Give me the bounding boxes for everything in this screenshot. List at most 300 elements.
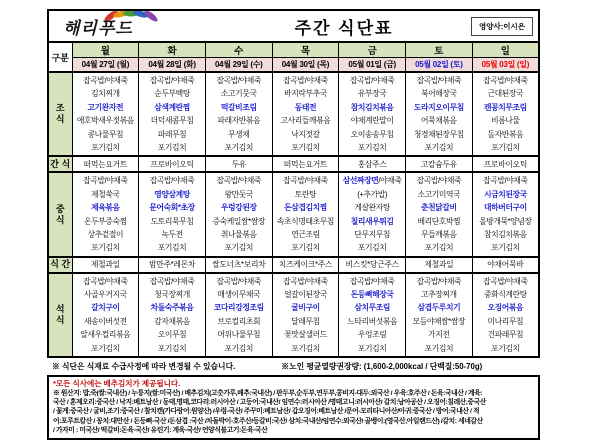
dish-name: 포기김치	[357, 343, 387, 353]
dish-name: 포기김치	[224, 243, 254, 253]
menu-item	[73, 275, 139, 288]
meal-cell	[72, 273, 139, 357]
dish-name: 영양삼계탕	[154, 189, 190, 199]
menu-item	[73, 241, 139, 254]
dish-name: 포기김치	[157, 343, 187, 353]
dish-suffix: /야채죽	[378, 176, 402, 186]
meal-cell	[339, 273, 406, 357]
menu-item	[206, 241, 272, 254]
meal-cell	[339, 72, 406, 156]
dish-name: 중화식계란탕	[483, 290, 527, 300]
dish-name: 코다리강정조림	[213, 303, 264, 313]
menu-item	[139, 301, 205, 314]
menu-item	[473, 241, 538, 254]
menu-item	[473, 87, 538, 100]
menu-item	[273, 241, 339, 254]
menu-item	[206, 87, 272, 100]
menu-item	[273, 174, 339, 187]
menu-item	[206, 228, 272, 241]
dish-name: 더덕새콤무침	[150, 116, 194, 126]
dish-name: 포기김치	[357, 142, 387, 152]
menu-item	[473, 201, 538, 214]
meal-cell	[139, 273, 206, 357]
menu-item	[206, 114, 272, 127]
menu-item	[139, 114, 205, 127]
dish-name: 야채계란말이	[350, 116, 394, 126]
menu-item	[273, 188, 339, 201]
menu-item	[73, 301, 139, 314]
dish-name: 왕만둣국	[224, 189, 254, 199]
menu-item	[473, 315, 538, 328]
dish-name: 잡곡밥/야채죽	[349, 76, 395, 85]
dish-name: 포기김치	[291, 243, 320, 253]
section-label: 석 식	[48, 273, 72, 357]
menu-item	[139, 275, 205, 288]
origin-box	[47, 375, 540, 440]
dish-name: 포기김치	[224, 142, 254, 152]
meal-cell	[72, 172, 139, 256]
menu-item	[406, 288, 472, 301]
menu-item	[339, 141, 405, 154]
date-cell: 04월 27일 (월)	[72, 58, 139, 73]
dish-name: 포기김치	[424, 343, 454, 353]
dish-name: 삼색계란찜	[154, 102, 190, 112]
dish-name: 모듬야채쌈*쌈장	[412, 316, 466, 326]
date-cell: 05월 02일 (토)	[406, 58, 473, 73]
logo-text: 해리푸드	[63, 18, 133, 38]
dish-name: 비름나물	[491, 116, 520, 126]
dish-name: 포기김치	[157, 142, 187, 152]
corner-label: 구분	[48, 42, 72, 72]
menu-item	[206, 188, 272, 201]
dish-name: 잡곡밥/야채죽	[416, 76, 462, 85]
dish-name: 시금치된장국	[483, 189, 527, 199]
menu-item	[473, 74, 538, 87]
meal-cell	[339, 172, 406, 256]
dish-name: 고사리들깨볶음	[280, 116, 331, 126]
menu-item	[206, 275, 272, 288]
dish-name: 유부장국	[357, 89, 387, 99]
section-row-snack	[48, 257, 539, 273]
menu-item	[339, 228, 405, 241]
menu-item	[339, 241, 405, 254]
menu-item	[339, 128, 405, 141]
menu-table	[47, 9, 540, 358]
date-cell: 05월 01일 (금)	[339, 58, 406, 73]
menu-sheet	[47, 9, 540, 440]
snack-cell: 밤만주*레몬차	[139, 257, 206, 273]
dish-name: 바지락부추국	[284, 89, 327, 99]
day-header: 토	[406, 42, 473, 58]
menu-item	[206, 315, 272, 328]
origin-line: / 꽃게:중국산 / 굴비,조기:중국산 / 참치캔(가다랑어:원양산) /우렁-국산/ 주꾸미:베트남산/ 갑오징어:베트남산 /문어-모리타니아산/아귀:중국산 / 방어:국내산 / 적	[53, 408, 480, 416]
dish-name: 베리단호박찜	[417, 216, 461, 226]
dish-name: 고기완자전	[87, 102, 124, 112]
menu-item	[339, 101, 405, 114]
dish-name: 매생이무채국	[217, 290, 261, 300]
meal-cell	[205, 172, 272, 256]
meal-cell	[205, 72, 272, 156]
meal-cell	[406, 273, 473, 357]
dish-name: 포기김치	[424, 142, 454, 152]
dish-name: 녹두전	[161, 229, 183, 239]
day-header: 금	[339, 42, 406, 58]
menu-item	[73, 342, 139, 355]
menu-item	[406, 174, 472, 187]
menu-item	[206, 215, 272, 228]
menu-item	[273, 301, 339, 314]
dish-name: 돈등뼈해장국	[350, 290, 394, 300]
menu-item	[406, 301, 472, 314]
dish-name: 도라지오이무침	[413, 102, 464, 112]
dish-name: 오이송송무침	[350, 129, 394, 139]
menu-item	[206, 342, 272, 355]
meal-cell	[406, 72, 473, 156]
menu-item	[339, 288, 405, 301]
menu-item	[73, 201, 139, 214]
header-band	[49, 11, 538, 41]
dish-name: 고추장찌개	[421, 290, 457, 300]
menu-item	[139, 87, 205, 100]
meal-cell	[139, 172, 206, 256]
meal-cell	[272, 172, 339, 256]
dish-name: 토란탕	[294, 189, 317, 199]
dish-name: 잡곡밥/야채죽	[83, 176, 128, 186]
menu-item	[473, 288, 538, 301]
menu-item	[206, 301, 272, 314]
dish-name: 증숙케일쌈*쌈장	[212, 216, 266, 226]
dish-name: 포기김치	[91, 243, 120, 253]
snack-cell: 비스킷*당근주스	[339, 257, 406, 273]
dish-name: 취나물볶음	[220, 229, 257, 239]
menu-item	[206, 141, 272, 154]
dish-name: 포기김치	[491, 243, 520, 253]
dish-name: 포기김치	[291, 142, 320, 152]
dish-name: 청경채된장무침	[413, 129, 464, 139]
menu-item	[206, 128, 272, 141]
dish-name: 파래자반볶음	[217, 116, 261, 126]
menu-item	[473, 228, 538, 241]
menu-item	[206, 328, 272, 341]
dish-name: 잡곡밥/야채죽	[216, 276, 262, 286]
menu-item	[73, 87, 139, 100]
menu-item	[139, 315, 205, 328]
dish-name: 삼겹두루치기	[417, 303, 461, 313]
snack-cell: 프로바이오틱	[472, 156, 539, 172]
dish-name: 얼갈이된장국	[284, 290, 327, 300]
dish-name: 칠리새우튀김	[350, 216, 394, 226]
dish-name: 도토리묵무침	[150, 216, 194, 226]
menu-item	[473, 301, 538, 314]
dish-name: 연근조림	[291, 229, 320, 239]
dish-name: 소고기뭇국	[220, 89, 257, 99]
menu-item	[273, 328, 339, 341]
menu-item	[406, 275, 472, 288]
menu-item	[139, 288, 205, 301]
dish-name: 잡곡밥/야채죽	[216, 176, 262, 186]
menu-item	[206, 201, 272, 214]
menu-item	[339, 342, 405, 355]
menu-item	[73, 315, 139, 328]
snack-cell: 홍삼주스	[339, 156, 406, 172]
dish-name: 김치찌개	[91, 89, 120, 99]
title-band-cell	[48, 10, 539, 42]
dish-name: 무들깨볶음	[421, 229, 457, 239]
snack-cell: 고칼슘두유	[406, 156, 473, 172]
menu-item	[473, 342, 538, 355]
dish-name: 청국장찌개	[154, 290, 190, 300]
dish-name: 참치김치볶음	[350, 102, 394, 112]
dish-name: 잡곡밥/야채죽	[283, 176, 328, 186]
menu-item	[273, 275, 339, 288]
menu-item	[139, 141, 205, 154]
date-cell: 05월 03일 (일)	[472, 58, 539, 73]
menu-item	[73, 141, 139, 154]
menu-item	[406, 188, 472, 201]
dish-name: 오이무침	[157, 330, 187, 340]
snack-cell: 제철과일	[406, 257, 473, 273]
menu-item	[406, 101, 472, 114]
dish-name: 순두부백탕	[154, 89, 190, 99]
menu-item	[339, 328, 405, 341]
dish-name: 북어해장국	[421, 89, 457, 99]
day-header: 월	[72, 42, 139, 58]
menu-item	[339, 275, 405, 288]
menu-item	[273, 288, 339, 301]
meal-cell	[272, 72, 339, 156]
dish-name: 돌자반볶음	[487, 129, 524, 139]
menu-item	[339, 87, 405, 100]
dish-name: 꽃맛살샐러드	[284, 330, 327, 340]
date-cell: 04월 30일 (목)	[272, 58, 339, 73]
menu-item	[473, 174, 538, 187]
snack-cell: 제철과일	[72, 257, 139, 273]
menu-item	[73, 228, 139, 241]
dish-name: 잡곡밥/야채죽	[83, 76, 128, 85]
dish-name: 오징어볶음	[487, 303, 524, 313]
snack-cell: 치즈케이크*주스	[272, 257, 339, 273]
snack-cell: 야채어묵바	[472, 257, 539, 273]
menu-item	[406, 315, 472, 328]
dish-name: 우엉조림	[357, 330, 387, 340]
menu-item	[273, 342, 339, 355]
menu-item	[406, 241, 472, 254]
menu-item	[406, 141, 472, 154]
brand-logo	[49, 10, 217, 42]
menu-item	[273, 128, 339, 141]
dish-name: 잡곡밥/야채죽	[149, 276, 195, 286]
menu-item	[473, 215, 538, 228]
menu-item	[339, 188, 405, 201]
dish-name: 포기김치	[491, 142, 520, 152]
dish-name: 가지전	[428, 330, 450, 340]
dish-name: 갈치구이	[91, 303, 120, 313]
menu-item	[206, 174, 272, 187]
origin-line: / 가자미 : 미국산/ 떡갈비:돈육-국산/ 유린기: 계육-국산/ 언양식불고기:돈육-국산	[53, 426, 268, 434]
section-row-meal	[48, 72, 539, 156]
dish-name: 동태전	[294, 102, 317, 112]
date-cell: 04월 28일 (화)	[139, 58, 206, 73]
menu-item	[139, 241, 205, 254]
dish-name: 포기김치	[424, 243, 454, 253]
menu-item	[473, 275, 538, 288]
menu-item	[273, 201, 339, 214]
menu-item	[273, 315, 339, 328]
dish-name: 잡곡밥/야채죽	[483, 76, 528, 85]
menu-item	[273, 141, 339, 154]
menu-item	[406, 74, 472, 87]
dish-name: 온두부증숙찜	[83, 216, 127, 226]
page-title: 주간 식단표	[294, 18, 394, 38]
menu-item	[73, 188, 139, 201]
menu-item	[339, 215, 405, 228]
day-header: 일	[472, 42, 539, 58]
menu-item	[139, 215, 205, 228]
dish-name: 잡곡밥/야채죽	[216, 76, 262, 85]
dish-name: 건파래무침	[487, 330, 524, 340]
menu-item	[73, 288, 139, 301]
menu-item	[139, 328, 205, 341]
logo-graphic	[59, 10, 209, 38]
dish-name: 포기김치	[157, 243, 187, 253]
dish-name: 속초식명태초무침	[276, 216, 334, 226]
dish-name: 잡곡밥/야채죽	[483, 276, 528, 286]
dish-name: 알새우컬리볶음	[80, 330, 131, 340]
menu-item	[406, 328, 472, 341]
menu-item	[406, 201, 472, 214]
dish-name: 애호박새우젓볶음	[76, 116, 134, 126]
menu-item	[339, 201, 405, 214]
menu-item	[473, 141, 538, 154]
menu-item	[406, 215, 472, 228]
menu-item	[73, 174, 139, 187]
dish-name: 잡곡밥/야채죽	[83, 276, 128, 286]
dish-name: 참치김치볶음	[483, 229, 527, 239]
dish-name: 잡곡밥/야채죽	[483, 176, 528, 186]
dish-name: 잡곡밥/야채죽	[149, 176, 195, 186]
dish-name: 삼선짜장면	[342, 176, 379, 186]
day-header: 화	[139, 42, 206, 58]
dish-name: 단무지무침	[354, 229, 390, 239]
dish-name: 포기김치	[91, 142, 120, 152]
dish-name: 달래무침	[291, 316, 320, 326]
dish-name: 낙지젓갈	[291, 129, 320, 139]
dish-name: 포기김치	[224, 343, 254, 353]
menu-item	[273, 74, 339, 87]
meal-cell	[472, 72, 539, 156]
meal-cell	[272, 273, 339, 357]
day-header-row	[48, 42, 539, 58]
dietitian-badge: 영양사:이시은	[471, 17, 533, 36]
dish-name: 브로컬리초회	[217, 316, 261, 326]
snack-cell: 쌀도너츠*보리차	[205, 257, 272, 273]
section-label: 식 간	[48, 257, 72, 273]
menu-item	[473, 114, 538, 127]
menu-item	[139, 188, 205, 201]
dish-name: 캔꽁치무조림	[483, 102, 527, 112]
menu-item	[139, 342, 205, 355]
dish-name: 무생채	[228, 129, 250, 139]
dish-name: 문어숙회*초장	[149, 203, 195, 213]
snack-cell: 프로바이오틱	[139, 156, 206, 172]
origin-line: ※ 원산지: 밥,죽(쌀:국내산) / 누룽지(쌀:미국산) / 배추김치(고춧가루,배추:국내산) / 판두부,순두부,연두부,콩비지-대두:외국산 / 우육:호주산 / 돈육:국내산 / 계육:	[53, 390, 483, 398]
meal-cell	[72, 72, 139, 156]
meal-cell	[406, 172, 473, 256]
dish-name: 새송이버섯전	[83, 316, 127, 326]
dish-name: 잡곡밥/야채죽	[416, 276, 462, 286]
dish-name: 근대된장국	[487, 89, 524, 99]
change-note: ※ 식단은 식재료 수급사정에 따라 변경될 수 있습니다.	[52, 362, 236, 372]
snack-cell: 떠먹는요거트	[272, 156, 339, 172]
menu-item	[339, 114, 405, 127]
section-label: 조 식	[48, 72, 72, 156]
origin-lines	[53, 389, 534, 435]
dish-name: 어묵채볶음	[421, 116, 457, 126]
dish-name: 미나리무침	[487, 316, 524, 326]
meal-cell	[139, 72, 206, 156]
menu-item	[406, 342, 472, 355]
menu-item	[273, 215, 339, 228]
title-row	[48, 10, 539, 42]
menu-item	[273, 114, 339, 127]
dish-name: 포기김치	[491, 343, 520, 353]
menu-item	[339, 301, 405, 314]
dish-name: 잡곡밥/야채죽	[416, 176, 462, 186]
dish-name: 파래무침	[157, 129, 187, 139]
menu-item	[139, 74, 205, 87]
date-row	[48, 58, 539, 73]
day-header: 수	[205, 42, 272, 58]
meal-cell	[205, 273, 272, 357]
menu-item	[406, 114, 472, 127]
dish-name: 콩나물무침	[87, 129, 124, 139]
menu-item	[473, 101, 538, 114]
menu-item	[73, 101, 139, 114]
menu-item	[406, 87, 472, 100]
menu-item	[139, 228, 205, 241]
menu-item	[339, 74, 405, 87]
dish-name: 돈삼겹김치찜	[284, 203, 327, 213]
section-row-meal	[48, 273, 539, 357]
section-row-meal	[48, 172, 539, 256]
menu-item	[339, 315, 405, 328]
date-cell: 04월 29일 (수)	[205, 58, 272, 73]
dish-name: 우렁강된장	[220, 203, 257, 213]
dish-name: (+추가밥)	[357, 189, 388, 199]
menu-item	[139, 201, 205, 214]
footer-notes	[47, 361, 540, 372]
calorie-note: ※노인 평균열량권장량: (1,600-2,000kcal / 단백질:50-70g)	[281, 362, 483, 372]
menu-item	[73, 328, 139, 341]
dish-name: 삼치무조림	[354, 303, 390, 313]
meal-cell	[472, 273, 539, 357]
dish-name: 차돌숙주볶음	[150, 303, 194, 313]
menu-item	[206, 74, 272, 87]
dish-name: 포기김치	[291, 343, 320, 353]
dish-name: 소고기미역국	[417, 189, 461, 199]
section-row-snack	[48, 156, 539, 172]
dish-name: 굴비구이	[291, 303, 320, 313]
snack-cell: 두유	[205, 156, 272, 172]
origin-line: 국산 / 훈제오리:중국산 / 낙지:베트남산 / 동태,명태,코다리:러시아산 / 고등어:국내산/ 임연수:러시아산 /명태고니:러시아산/ 갈치:남아공산 / 오징어:칠레산,중국산	[53, 399, 486, 407]
menu-item	[206, 101, 272, 114]
dish-name: 올방개묵*양념장	[479, 216, 532, 226]
menu-item	[473, 128, 538, 141]
menu-item	[273, 228, 339, 241]
dish-name: 잡곡밥/야채죽	[349, 276, 395, 286]
section-label: 중 식	[48, 172, 72, 256]
dish-name: 잡곡밥/야채죽	[283, 76, 328, 85]
